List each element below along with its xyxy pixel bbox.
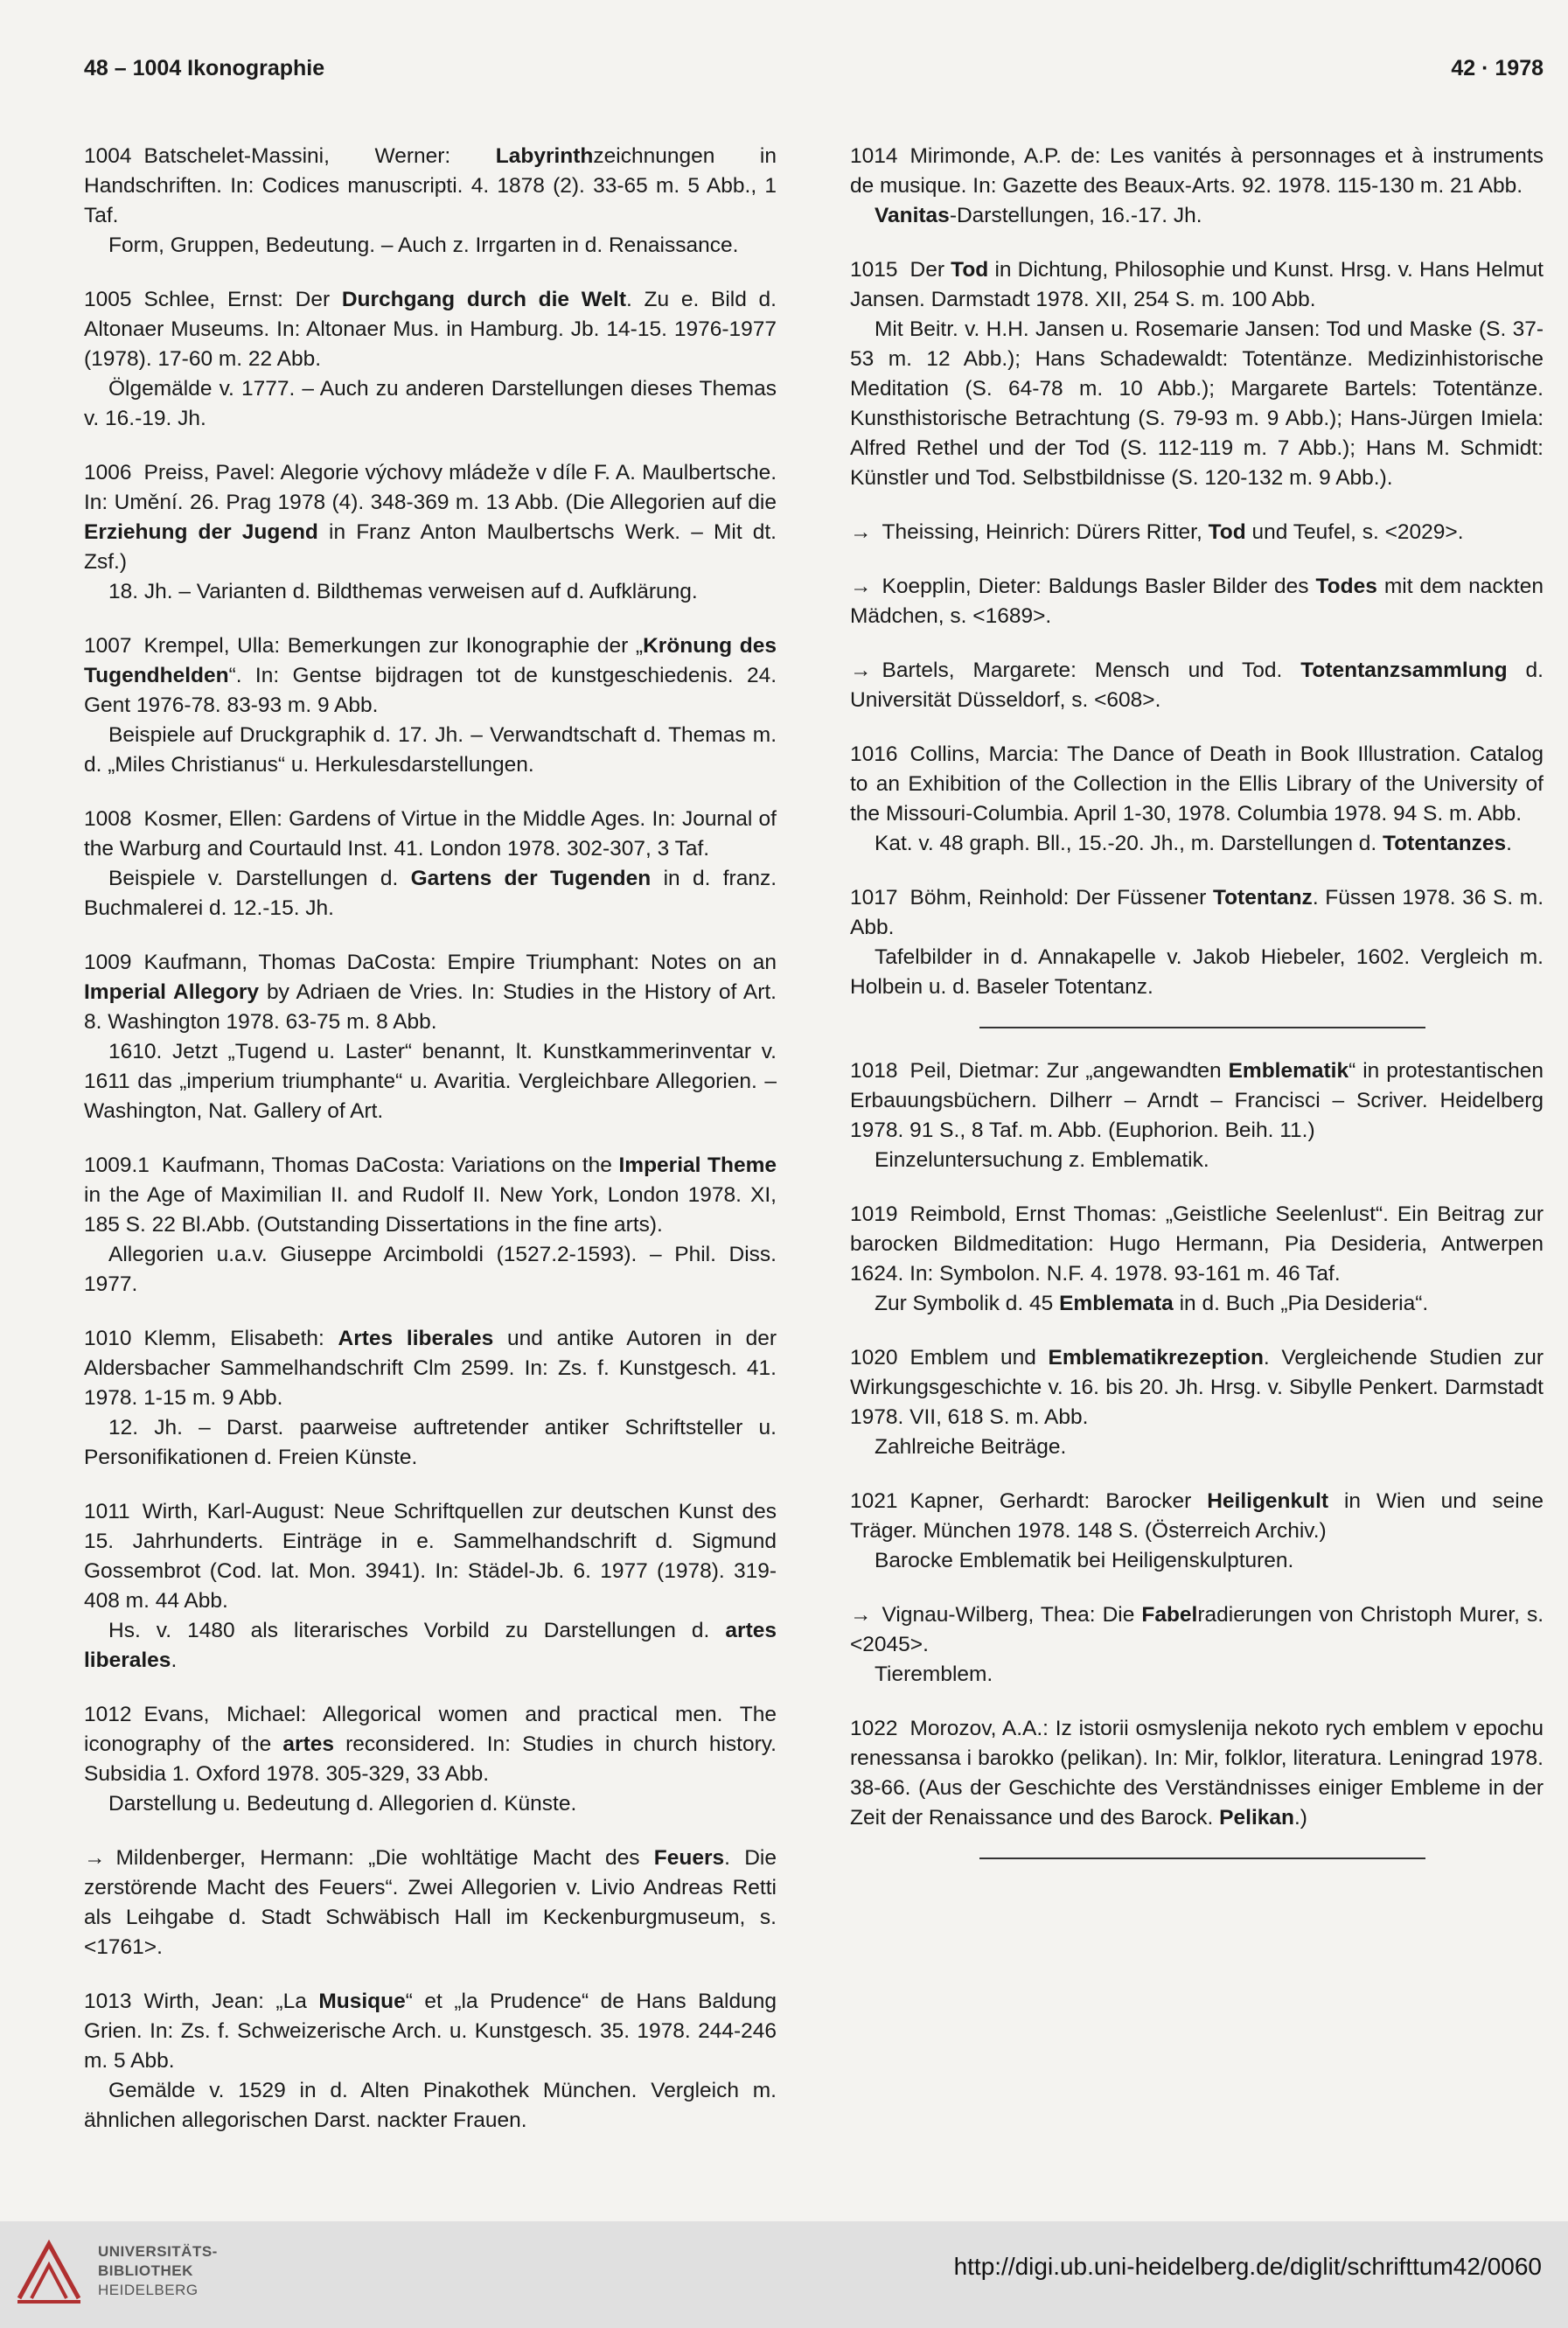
keyword-emphasis: Heiligenkult [1207, 1489, 1329, 1513]
entry-number: 1009 [84, 951, 132, 974]
entry-number: 1013 [84, 1990, 132, 2013]
keyword-emphasis: artes liberales [84, 1619, 777, 1672]
entry-citation [84, 1324, 777, 1413]
keyword-emphasis: Feuers [653, 1846, 725, 1870]
entry-citation [850, 255, 1544, 315]
entry-text: “. In: Gentse bijdragen tot de kunstgeschiedenis. 24. Gent 1976-78. 83-93 m. 9 Abb. [84, 664, 777, 717]
cross-reference-entry [850, 572, 1544, 631]
entry-text: Bartels, Margarete: Mensch und Tod. [882, 659, 1301, 682]
entry-citation [84, 1497, 777, 1616]
entry-text: Theissing, Heinrich: Dürers Ritter, [882, 520, 1209, 544]
entry-annotation: Tafelbilder in d. Annakapelle v. Jakob Hiebeler, 1602. Vergleich m. Holbein u. d. Baseler Totentanz. [850, 945, 1544, 999]
bibliography-entry [850, 740, 1544, 859]
bibliography-entry [84, 285, 777, 434]
entry-number: 1010 [84, 1327, 132, 1350]
entry-text: Reimbold, Ernst Thomas: „Geistliche Seelenlust“. Ein Beitrag zur barocken Bildmeditation: Hugo Hermann, Pia Desideria, Antwerpen 1624. In: Symbolon. N.F. 4. 1978. 93-161 m. 46 Taf. [850, 1202, 1544, 1286]
cross-reference-arrow-icon: → [850, 575, 872, 598]
entry-annotation [850, 201, 1544, 231]
bibliography-entry [850, 255, 1544, 493]
logo-line-1: UNIVERSITÄTS- [98, 2243, 218, 2260]
entry-citation [84, 1151, 777, 1240]
bibliography-entry [84, 805, 777, 924]
entry-citation [850, 1056, 1544, 1146]
cross-reference-entry [850, 656, 1544, 715]
entry-text: .) [1293, 1806, 1307, 1830]
cross-reference-arrow-icon: → [850, 659, 872, 682]
bibliography-entry [84, 1151, 777, 1300]
keyword-emphasis: Pelikan [1219, 1806, 1294, 1830]
entry-text: Vignau-Wilberg, Thea: Die [882, 1603, 1142, 1627]
entry-citation [84, 1987, 777, 2076]
entry-text: und Teufel, s. <2029>. [1245, 520, 1464, 544]
entry-citation [850, 518, 1544, 547]
entry-number: 1014 [850, 144, 898, 168]
bibliography-entry [850, 1714, 1544, 1833]
keyword-emphasis: Tod [1208, 520, 1246, 544]
source-url-link[interactable]: http://digi.ub.uni-heidelberg.de/diglit/schrifttum42/0060 [953, 2253, 1542, 2280]
entry-text: Krempel, Ulla: Bemerkungen zur Ikonographie der „ [143, 634, 644, 658]
entry-text: . Vergleichende Studien zur Wirkungsgeschichte v. 16. bis 20. Jh. Hrsg. v. Sibylle Penkert. Darmstadt 1978. VII, 618 S. m. Abb. [850, 1346, 1544, 1429]
keyword-emphasis: Musique [318, 1990, 406, 2013]
entry-citation [850, 1343, 1544, 1432]
entry-citation [84, 1700, 777, 1789]
entry-number: 1017 [850, 886, 898, 910]
keyword-emphasis: Totentanz [1212, 886, 1313, 910]
keyword-emphasis: Emblematikrezeption [1048, 1346, 1264, 1370]
entry-text: “ et „la Prudence“ de Hans Baldung Grien. In: Zs. f. Schweizerische Arch. u. Kunstgesch. 35. 1978. 244-246 m. 5 Abb. [84, 1990, 777, 2073]
entry-text: Hs. v. 1480 als literarisches Vorbild zu Darstellungen d. [108, 1619, 726, 1642]
entry-text: -Darstellungen, 16.-17. Jh. [949, 204, 1202, 227]
entry-citation [850, 1200, 1544, 1289]
entry-text: . Die zerstörende Macht des Feuers“. Zwei Allegorien v. Livio Andreas Retti als Leihgabe d. Stadt Schwäbisch Hall im Keckenburgmuseum, s. <1761>. [84, 1846, 777, 1959]
entry-citation [850, 1600, 1544, 1660]
entry-annotation [850, 1289, 1544, 1319]
right-column [850, 142, 1544, 1887]
entry-text: in d. franz. Buchmalerei d. 12.-15. Jh. [84, 867, 777, 920]
entry-citation [84, 948, 777, 1037]
keyword-emphasis: Durchgang durch die Welt [341, 288, 627, 311]
entry-annotation: Mit Beitr. v. H.H. Jansen u. Rosemarie Jansen: Tod und Maske (S. 37-53 m. 12 Abb.); Hans Schadewaldt: Totentänze. Medizinhistorische Meditation (S. 64-78 m. 10 Abb.); Margarete Bartels: Totentänze. Kunsthistorische Betrachtung (S. 79-93 m. 9 Abb.); Hans-Jürgen Imiela: Alfred Rethel und der Tod (S. 112-119 m. 7 Abb.); Hans M. Schmidt: Künstler und Tod. Selbstbildnisse (S. 120-132 m. 9 Abb.). [850, 317, 1544, 490]
entry-citation [84, 458, 777, 577]
bibliography-entry [84, 142, 777, 261]
cross-reference-entry [850, 518, 1544, 547]
bibliography-entry [84, 948, 777, 1126]
entry-annotation: Tieremblem. [875, 1662, 993, 1686]
entry-text: Der [909, 258, 951, 282]
entry-annotation: Barocke Emblematik bei Heiligenskulpturen. [875, 1549, 1294, 1572]
keyword-emphasis: Artes liberales [338, 1327, 494, 1350]
entry-citation [84, 631, 777, 721]
entry-citation [84, 805, 777, 864]
bibliography-entry [850, 883, 1544, 1002]
entry-number: 1015 [850, 258, 898, 282]
keyword-emphasis: Todes [1315, 575, 1377, 598]
entry-text: und antike Autoren in der Aldersbacher Sammelhandschrift Clm 2599. In: Zs. f. Kunstgesch. 41. 1978. 1-15 m. 9 Abb. [84, 1327, 777, 1410]
entry-text: Evans, Michael: Allegorical women and practical men. The iconography of the [84, 1703, 777, 1756]
library-logo-icon [14, 2237, 84, 2307]
entry-citation [84, 285, 777, 374]
keyword-emphasis: Emblematik [1228, 1059, 1349, 1083]
entry-annotation: Allegorien u.a.v. Giuseppe Arcimboldi (1527.2-1593). – Phil. Diss. 1977. [84, 1243, 777, 1296]
keyword-emphasis: Gartens der Tugenden [410, 867, 652, 890]
cross-reference-arrow-icon: → [850, 1603, 872, 1627]
entry-text: . [1506, 832, 1512, 855]
entry-text: Beispiele v. Darstellungen d. [108, 867, 411, 890]
library-logo[interactable] [14, 2234, 329, 2312]
bibliography-entry [84, 1700, 777, 1819]
library-logo-text [98, 2242, 218, 2300]
bibliography-entry [84, 1497, 777, 1676]
section-divider [979, 1858, 1425, 1859]
entry-annotation: Gemälde v. 1529 in d. Alten Pinakothek München. Vergleich m. ähnlichen allegorischen Darst. nackter Frauen. [84, 2079, 777, 2132]
entry-text: mit dem nackten Mädchen, s. <1689>. [850, 575, 1544, 628]
entry-number: 1004 [84, 144, 132, 168]
entry-text: in Wien und seine Träger. München 1978. 148 S. (Österreich Archiv.) [850, 1489, 1544, 1543]
entry-annotation [850, 829, 1544, 859]
entry-text: in Franz Anton Maulbertschs Werk. – Mit dt. Zsf.) [84, 520, 777, 574]
entry-text: . [171, 1648, 178, 1672]
logo-line-2: BIBLIOTHEK [98, 2262, 193, 2279]
entry-text: Wirth, Karl-August: Neue Schriftquellen zur deutschen Kunst des 15. Jahrhunderts. Einträge in e. Sammelhandschrift d. Sigmund Gossembrot (Cod. lat. Mon. 3941). In: Städel-Jb. 6. 1977 (1978). 319-408 m. 44 Abb. [84, 1500, 777, 1613]
entry-number: 1021 [850, 1489, 898, 1513]
cross-reference-entry [84, 1844, 777, 1962]
keyword-emphasis: Totentanzes [1383, 832, 1507, 855]
entry-number: 1012 [84, 1703, 132, 1726]
entry-text: Mirimonde, A.P. de: Les vanités à personnages et à instruments de musique. In: Gazette des Beaux-Arts. 92. 1978. 115-130 m. 21 Abb. [850, 144, 1544, 198]
entry-annotation [84, 1616, 777, 1676]
entry-annotation: Zahlreiche Beiträge. [875, 1435, 1067, 1459]
left-column [84, 142, 777, 2160]
section-divider [979, 1027, 1425, 1028]
entry-text: Morozov, A.A.: Iz istorii osmyslenija nekoto rych emblem v epochu renessansa i barokko (pelikan). In: Mir, folklor, literatura. Leningrad 1978. 38-66. (Aus der Geschichte des Verständnisses einiger Embleme in der Zeit der Renaissance und des Barock. [850, 1717, 1544, 1830]
entry-text: Schlee, Ernst: Der [143, 288, 342, 311]
entry-text: zeichnungen in Handschriften. In: Codices manuscripti. 4. 1878 (2). 33-65 m. 5 Abb., 1 Taf. [84, 144, 777, 227]
bibliography-entry [850, 142, 1544, 231]
keyword-emphasis: Imperial Allegory [84, 980, 260, 1004]
entry-text: in the Age of Maximilian II. and Rudolf II. New York, London 1978. XI, 185 S. 22 Bl.Abb. (Outstanding Dissertations in the fine arts). [84, 1183, 777, 1237]
running-head-left: 48 – 1004 Ikonographie [84, 56, 325, 80]
entry-text: Kat. v. 48 graph. Bll., 15.-20. Jh., m. Darstellungen d. [875, 832, 1383, 855]
entry-text: Kaufmann, Thomas DaCosta: Empire Triumphant: Notes on an [143, 951, 777, 974]
entry-text: d. Universität Düsseldorf, s. <608>. [850, 659, 1544, 712]
entry-text: Klemm, Elisabeth: [143, 1327, 338, 1350]
entry-number: 1011 [84, 1500, 130, 1523]
entry-annotation: 12. Jh. – Darst. paarweise auftretender antiker Schriftsteller u. Personifikationen d. Freien Künste. [84, 1416, 777, 1469]
entry-annotation: Form, Gruppen, Bedeutung. – Auch z. Irrgarten in d. Renaissance. [108, 233, 739, 257]
entry-citation [84, 142, 777, 231]
entry-text: Kaufmann, Thomas DaCosta: Variations on the [161, 1154, 619, 1177]
entry-text: in Dichtung, Philosophie und Kunst. Hrsg. v. Hans Helmut Jansen. Darmstadt 1978. XII, 254 S. m. 100 Abb. [850, 258, 1544, 311]
entry-number: 1007 [84, 634, 132, 658]
entry-citation [850, 740, 1544, 829]
entry-text: “ in protestantischen Erbauungsbüchern. Dilherr – Arndt – Francisci – Scriver. Heidelberg 1978. 91 S., 8 Taf. m. Abb. (Euphorion. Beih. 11.) [850, 1059, 1544, 1142]
keyword-emphasis: Fabel [1141, 1603, 1198, 1627]
entry-text: reconsidered. In: Studies in church history. Subsidia 1. Oxford 1978. 305-329, 33 Abb. [84, 1732, 777, 1786]
entry-citation [84, 1844, 777, 1962]
keyword-emphasis: artes [282, 1732, 334, 1756]
cross-reference-entry [850, 1600, 1544, 1690]
entry-text: Preiss, Pavel: Alegorie výchovy mládeže v díle F. A. Maulbertsche. In: Umění. 26. Prag 1978 (4). 348-369 m. 13 Abb. (Die Allegorien auf die [84, 461, 777, 514]
entry-citation [850, 656, 1544, 715]
entry-text: Mildenberger, Hermann: „Die wohltätige Macht des [115, 1846, 654, 1870]
entry-text: Koepplin, Dieter: Baldungs Basler Bilder des [882, 575, 1316, 598]
bibliography-entry [84, 1987, 777, 2136]
entry-number: 1005 [84, 288, 132, 311]
running-head-right: 42 · 1978 [1451, 56, 1544, 80]
entry-citation [850, 142, 1544, 201]
entry-number: 1019 [850, 1202, 898, 1226]
entry-citation [850, 572, 1544, 631]
bibliography-entry [84, 458, 777, 607]
entry-text: Collins, Marcia: The Dance of Death in Book Illustration. Catalog to an Exhibition of the Collection in the Ellis Library of the University of the Missouri-Columbia. April 1-30, 1978. Columbia 1978. 94 S. m. Abb. [850, 742, 1544, 826]
keyword-emphasis: Erziehung der Jugend [84, 520, 318, 544]
entry-number: 1020 [850, 1346, 898, 1370]
bibliography-entry [850, 1487, 1544, 1576]
footer-bar [0, 2221, 1568, 2328]
entry-text: . Zu e. Bild d. Altonaer Museums. In: Altonaer Mus. in Hamburg. Jb. 14-15. 1976-1977 (1978). 17-60 m. 22 Abb. [84, 288, 777, 371]
keyword-emphasis: Emblemata [1059, 1292, 1174, 1315]
entry-annotation [84, 864, 777, 924]
entry-citation [850, 1487, 1544, 1546]
entry-text: by Adriaen de Vries. In: Studies in the History of Art. 8. Washington 1978. 63-75 m. 8 Abb. [84, 980, 777, 1034]
keyword-emphasis: Krönung des Tugendhelden [84, 634, 777, 687]
entry-annotation: 1610. Jetzt „Tugend u. Laster“ benannt, lt. Kunstkammerinventar v. 1611 das „imperium triumphante“ u. Avaritia. Vergleichbare Allegorien. – Washington, Nat. Gallery of Art. [84, 1040, 777, 1123]
entry-annotation: Beispiele auf Druckgraphik d. 17. Jh. – Verwandtschaft d. Themas m. d. „Miles Christianus“ u. Herkulesdarstellungen. [84, 723, 777, 777]
entry-text: Wirth, Jean: „La [143, 1990, 319, 2013]
entry-number: 1016 [850, 742, 898, 766]
logo-line-3: HEIDELBERG [98, 2282, 199, 2298]
entry-annotation: Einzeluntersuchung z. Emblematik. [875, 1148, 1209, 1172]
entry-annotation: 18. Jh. – Varianten d. Bildthemas verweisen auf d. Aufklärung. [108, 580, 698, 603]
entry-number: 1008 [84, 807, 132, 831]
keyword-emphasis: Imperial Theme [618, 1154, 777, 1177]
bibliography-entry [84, 631, 777, 780]
entry-text: radierungen von Christoph Murer, s. <2045>. [850, 1603, 1544, 1656]
entry-text: Batschelet-Massini, Werner: [143, 144, 496, 168]
entry-text: Peil, Dietmar: Zur „angewandten [909, 1059, 1229, 1083]
entry-number: 1022 [850, 1717, 898, 1740]
entry-text: Kosmer, Ellen: Gardens of Virtue in the Middle Ages. In: Journal of the Warburg and Courtauld Inst. 41. London 1978. 302-307, 3 Taf. [84, 807, 777, 861]
entry-number: 1018 [850, 1059, 898, 1083]
entry-text: Zur Symbolik d. 45 [875, 1292, 1060, 1315]
bibliography-entry [850, 1343, 1544, 1462]
bibliography-entry [84, 1324, 777, 1473]
keyword-emphasis: Tod [951, 258, 989, 282]
entry-text: in d. Buch „Pia Desideria“. [1173, 1292, 1429, 1315]
entry-text: Kapner, Gerhardt: Barocker [909, 1489, 1208, 1513]
cross-reference-arrow-icon: → [84, 1846, 106, 1870]
keyword-emphasis: Totentanzsammlung [1300, 659, 1508, 682]
entry-text: Böhm, Reinhold: Der Füssener [909, 886, 1213, 910]
entry-citation [850, 1714, 1544, 1833]
entry-text: . Füssen 1978. 36 S. m. Abb. [850, 886, 1544, 939]
entry-number: 1006 [84, 461, 132, 484]
entry-text: Emblem und [909, 1346, 1049, 1370]
cross-reference-arrow-icon: → [850, 520, 872, 544]
entry-annotation: Darstellung u. Bedeutung d. Allegorien d. Künste. [108, 1792, 577, 1816]
entry-citation [850, 883, 1544, 943]
running-head [84, 56, 1544, 91]
bibliography-entry [850, 1056, 1544, 1175]
entry-annotation: Ölgemälde v. 1777. – Auch zu anderen Darstellungen dieses Themas v. 16.-19. Jh. [84, 377, 777, 430]
keyword-emphasis: Labyrinth [495, 144, 594, 168]
entry-number: 1009.1 [84, 1154, 150, 1177]
bibliography-entry [850, 1200, 1544, 1319]
keyword-emphasis: Vanitas [875, 204, 950, 227]
